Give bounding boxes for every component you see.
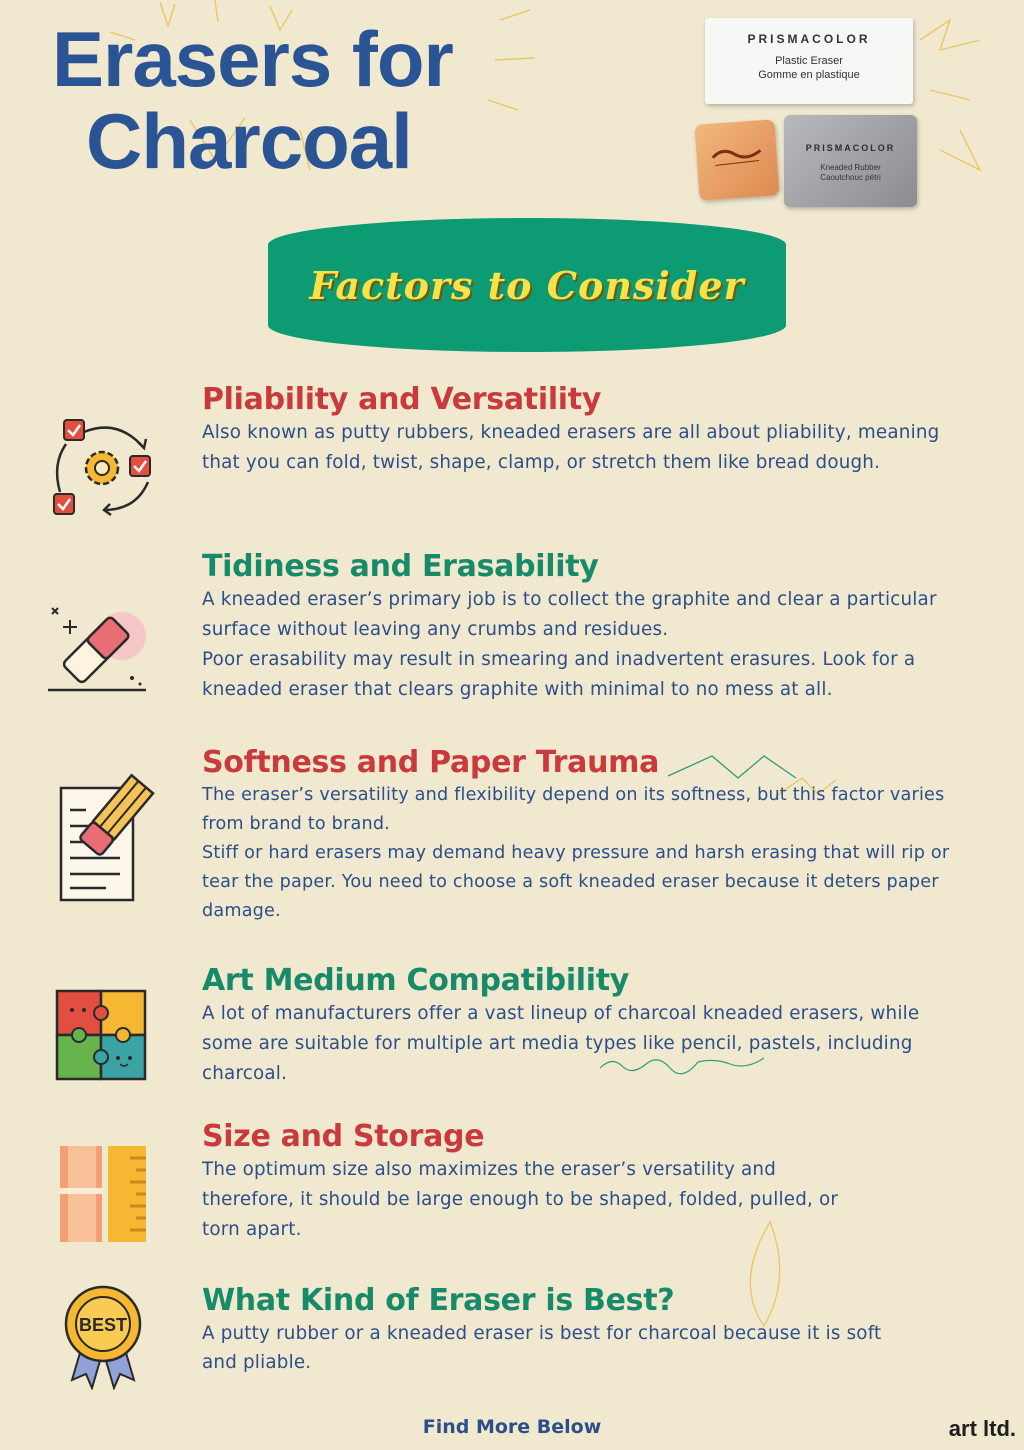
kneaded-eraser-image bbox=[784, 115, 917, 207]
section-paragraph: The optimum size also maximizes the eraser’s versatility and therefore, it should be large enough to be shaped, folded, pulled, or torn apart. bbox=[202, 1159, 839, 1240]
section-paragraph: A putty rubber or a kneaded eraser is best for charcoal because it is soft and pliable. bbox=[202, 1323, 882, 1373]
section-heading: Pliability and Versatility bbox=[202, 382, 602, 417]
section-heading: Size and Storage bbox=[202, 1119, 485, 1154]
eraser-icon bbox=[44, 600, 150, 696]
section-paragraph: The eraser’s versatility and flexibility depend on its softness, but this factor varies from brand to brand. bbox=[202, 785, 945, 834]
factors-banner bbox=[268, 218, 786, 352]
art-ltd-logo bbox=[949, 1416, 1016, 1442]
section-compatibility bbox=[202, 963, 952, 1089]
section-heading: Tidiness and Erasability bbox=[202, 549, 599, 584]
section-heading: What Kind of Eraser is Best? bbox=[202, 1283, 675, 1318]
section-softness bbox=[202, 745, 952, 926]
section-heading: Softness and Paper Trauma bbox=[202, 745, 660, 780]
product-label-line2: Gomme en plastique bbox=[758, 69, 860, 81]
section-paragraph: Also known as putty rubbers, kneaded erasers are all about pliability, meaning that you can fold, twist, shape, clamp, or stretch them like bread dough. bbox=[202, 422, 940, 473]
best-badge-icon bbox=[60, 1284, 146, 1390]
product-label-line1: Kneaded Rubber bbox=[820, 163, 881, 172]
squiggle-decoration bbox=[598, 1040, 768, 1080]
page-title bbox=[52, 15, 453, 185]
ruler-size-icon bbox=[58, 1142, 150, 1244]
section-paragraph: A lot of manufacturers offer a vast lineup of charcoal kneaded erasers, while some are suitable for multiple art media types like pencil, pastels, including charcoal. bbox=[202, 1003, 920, 1084]
banner-heading: Factors to Consider bbox=[309, 262, 745, 308]
page-title-line2: Charcoal bbox=[86, 97, 412, 185]
product-brand: PRISMACOLOR bbox=[805, 143, 896, 153]
section-paragraph: Poor erasability may result in smearing and inadvertent erasures. Look for a kneaded eraser that clears graphite with minimal to no mess at all. bbox=[202, 649, 916, 700]
badge-label: BEST bbox=[78, 1315, 128, 1335]
section-pliability bbox=[202, 382, 952, 478]
find-more-link[interactable]: Find More Below bbox=[422, 1416, 602, 1438]
plastic-eraser-image bbox=[705, 18, 913, 104]
section-paragraph: A kneaded eraser’s primary job is to collect the graphite and clear a particular surface without leaving any crumbs and residues. bbox=[202, 589, 937, 640]
product-label-line1: Plastic Eraser bbox=[775, 55, 843, 67]
sunburst-decoration-right bbox=[910, 0, 1024, 210]
page-title-line1: Erasers for bbox=[52, 15, 453, 103]
section-heading: Art Medium Compatibility bbox=[202, 963, 630, 998]
eraser-logo-icon bbox=[706, 136, 769, 180]
process-gear-icon bbox=[48, 412, 156, 520]
section-size bbox=[202, 1119, 952, 1245]
pencil-eraser-paper-icon bbox=[56, 770, 166, 904]
logo-text: art ltd. bbox=[948, 1416, 1016, 1441]
product-label-line2: Caoutchouc pétri bbox=[820, 173, 881, 182]
section-best bbox=[202, 1283, 952, 1377]
orange-eraser-image bbox=[694, 119, 779, 200]
section-tidiness bbox=[202, 549, 952, 705]
puzzle-icon bbox=[54, 988, 150, 1082]
product-brand: PRISMACOLOR bbox=[747, 32, 871, 46]
section-paragraph: Stiff or hard erasers may demand heavy pressure and harsh erasing that will rip or tear the paper. You need to choose a soft kneaded eraser because it deters paper damage. bbox=[202, 843, 950, 921]
